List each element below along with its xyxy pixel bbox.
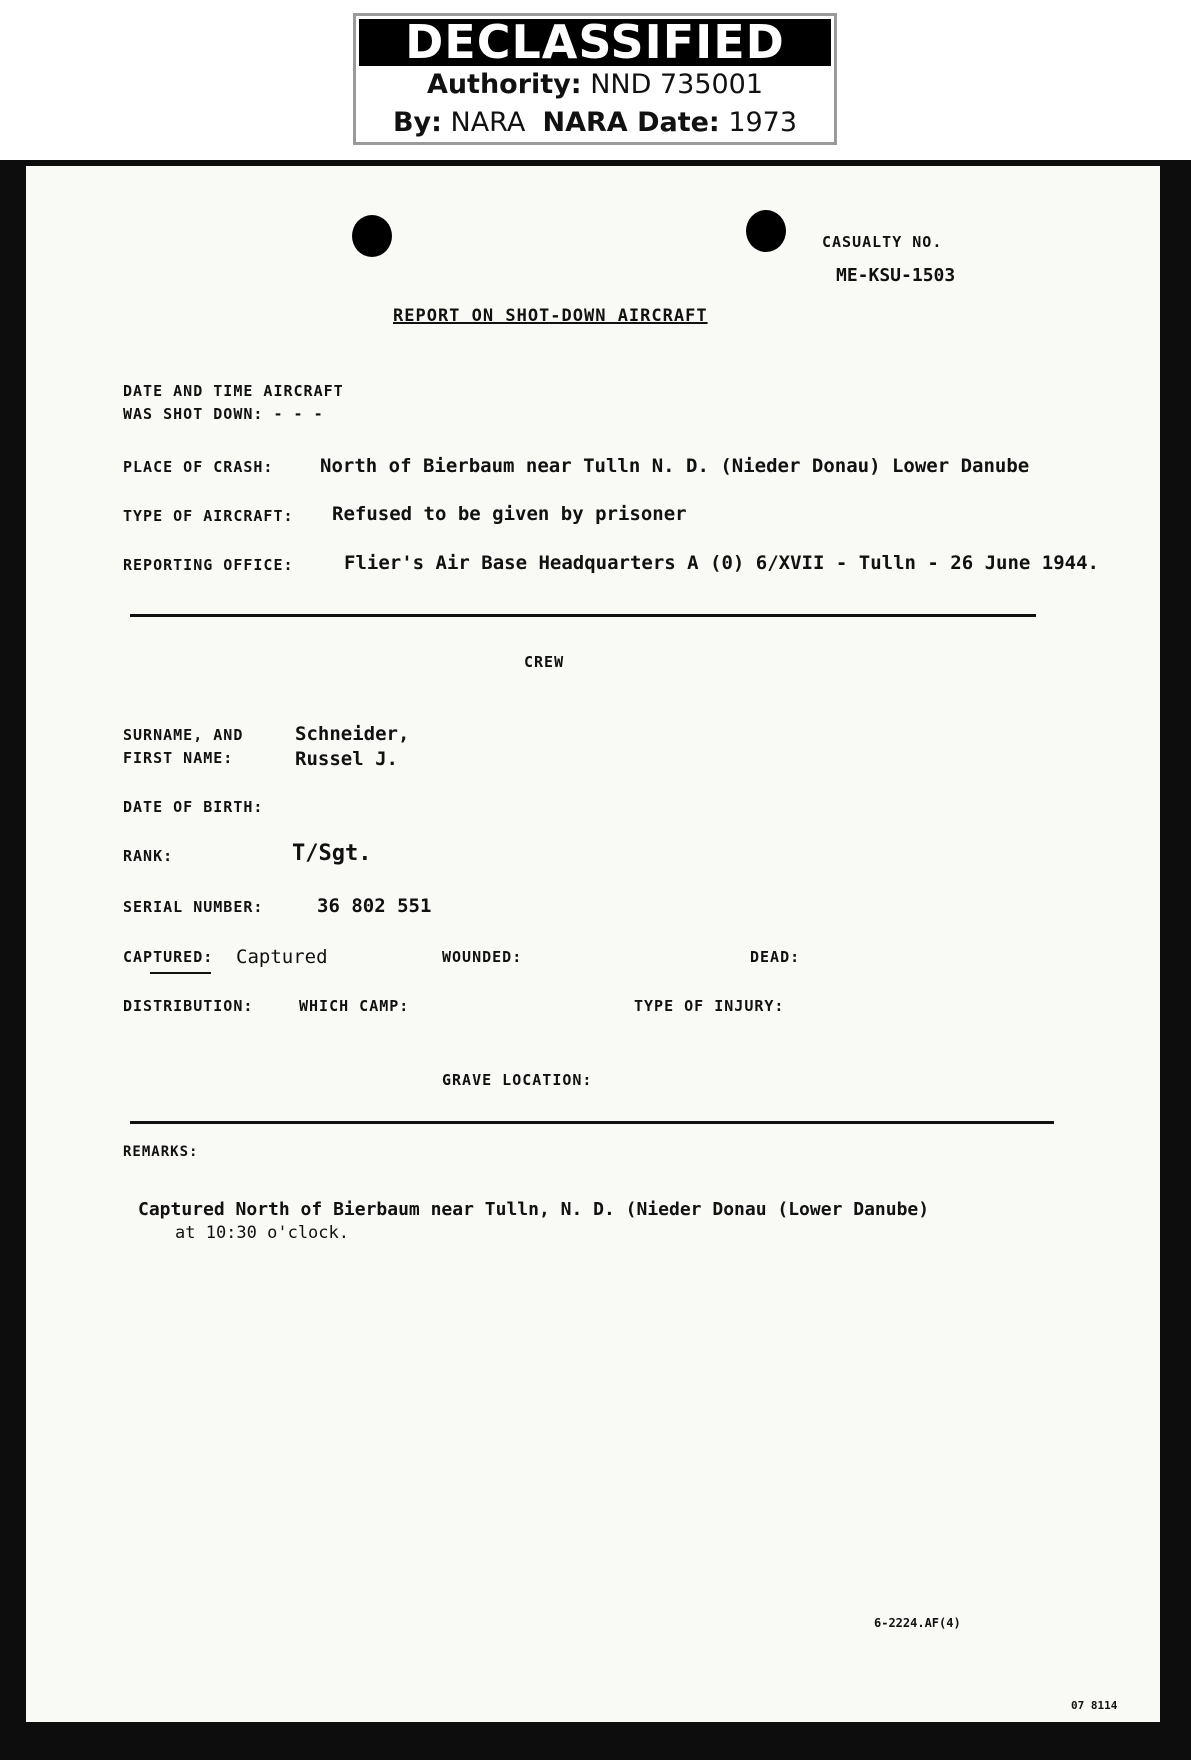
stamp-title: DECLASSIFIED [359,19,831,66]
casualty-number: ME-KSU-1503 [836,265,956,286]
surname-label-line1: SURNAME, AND [123,726,244,744]
office-label: REPORTING OFFICE: [123,556,294,574]
report-title: REPORT ON SHOT-DOWN AIRCRAFT [393,306,708,326]
stamp-authority-label: Authority: [426,69,582,100]
date-value: - - - [273,405,324,423]
place-value: North of Bierbaum near Tulln N. D. (Nieder Donau) Lower Danube [320,455,1030,477]
crew-heading: CREW [524,653,565,671]
stamp-date-label: NARA Date: [542,107,720,138]
type-label: TYPE OF AIRCRAFT: [123,507,294,525]
injury-label: TYPE OF INJURY: [634,997,785,1015]
form-number: 6-2224.AF(4) [874,1616,961,1630]
stamp-authority-line [356,69,834,100]
remarks-label: REMARKS: [123,1144,199,1160]
page-code: 07 8114 [1071,1699,1118,1712]
date-label-line2 [123,405,324,423]
stamp-by-line [356,107,834,138]
captured-label: CAPTURED: [123,948,214,966]
captured-value: Captured [236,946,328,968]
serial-value: 36 802 551 [317,895,432,917]
punch-hole-left [352,215,392,257]
dead-label: DEAD: [750,948,801,966]
stamp-by-label: By: [392,107,442,138]
wounded-label: WOUNDED: [442,948,523,966]
document-sheet [26,166,1160,1722]
type-value: Refused to be given by prisoner [332,503,687,525]
grave-label: GRAVE LOCATION: [442,1071,593,1089]
camp-label: WHICH CAMP: [299,997,410,1015]
rank-label: RANK: [123,847,174,865]
captured-underline [150,972,211,974]
section-divider-top [130,614,1036,617]
punch-hole-right [746,210,786,252]
distribution-label: DISTRIBUTION: [123,997,254,1015]
office-value: Flier's Air Base Headquarters A (0) 6/XVII - Tulln - 26 June 1944. [344,552,1099,574]
place-label: PLACE OF CRASH: [123,458,274,476]
date-label-line1: DATE AND TIME AIRCRAFT [123,382,344,400]
rank-value: T/Sgt. [292,841,372,866]
date-label-line2-text: WAS SHOT DOWN: [123,405,264,423]
stamp-date-value: 1973 [728,107,798,138]
first-name-value: Russel J. [295,748,398,770]
stamp-by-value: NARA [450,107,526,138]
stamp-authority-value: NND 735001 [590,69,764,100]
dob-label: DATE OF BIRTH: [123,798,264,816]
section-divider-bottom [130,1121,1054,1124]
casualty-label: CASUALTY NO. [822,233,943,251]
declassified-stamp [353,13,837,145]
surname-label-line2: FIRST NAME: [123,749,234,767]
remarks-line1: Captured North of Bierbaum near Tulln, N. D. (Nieder Donau (Lower Danube) [138,1199,930,1220]
serial-label: SERIAL NUMBER: [123,898,264,916]
remarks-line2: at 10:30 o'clock. [175,1223,349,1243]
surname-value: Schneider, [295,723,410,745]
